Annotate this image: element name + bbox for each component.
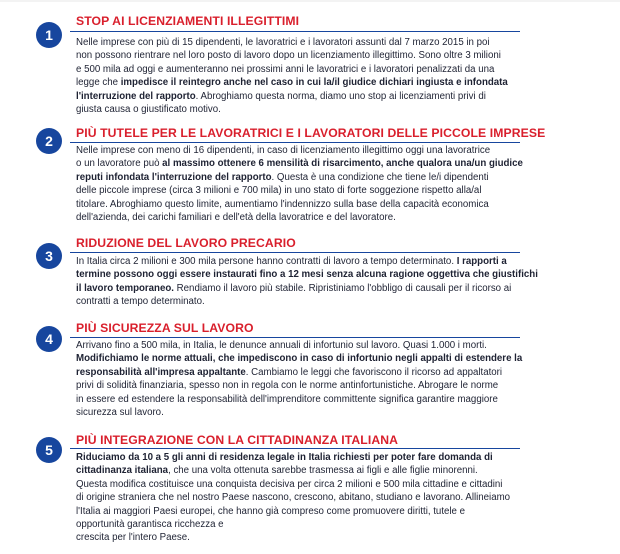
title-rule <box>70 31 520 32</box>
item-number: 2 <box>45 133 53 149</box>
body-line <box>76 282 546 295</box>
bold-text: impedisce il reintegro anche nel caso in cui la/il giudice dichiari ingiusta e infondata <box>120 77 508 89</box>
text: Arrivano fino a 500 mila, in Italia, le denunce annuali di infortunio sul lavoro. Quasi 1.000 i morti. <box>76 340 487 351</box>
text: privi di solidità finanziaria, spesso non in regola con le norme antinfortunistiche. Abrogare le norme <box>76 380 499 392</box>
body-line <box>76 295 546 308</box>
top-edge <box>0 0 620 2</box>
text: delle piccole imprese (circa 3 milioni e 700 mila) in uno stato di forte soggezione rispetto alla/al <box>76 185 482 197</box>
text: contratti a tempo determinato. <box>76 296 205 308</box>
text: crescita per l'intero Paese. <box>76 532 190 544</box>
body-line <box>76 406 546 419</box>
body-line <box>76 339 546 352</box>
bold-text: al massimo ottenere 6 mensilità di risarcimento, anche qualora una/un giudice <box>162 158 523 170</box>
text: Nelle imprese con più di 15 dipendenti, le lavoratrici e i lavoratori assunti dal 7 marzo 2015 in poi <box>76 37 490 48</box>
body-line <box>76 518 546 531</box>
text: . Cambiamo le leggi che favoriscono il ricorso ad appaltatori <box>245 366 503 378</box>
item-body <box>76 144 546 224</box>
text: di origine straniera che nel nostro Paese nascono, crescono, abitano, studiano e lavorano. Allineiamo <box>76 492 511 504</box>
bold-text: termine possono oggi essere instaurati fino a 12 mesi senza alcuna ragione oggettiva che giustifichi <box>76 269 538 281</box>
body-line <box>76 49 546 62</box>
body-line <box>76 352 546 365</box>
text: Rendiamo il lavoro più stabile. Ripristiniamo l'obbligo di causali per il ricorso ai <box>173 282 512 294</box>
body-line <box>76 478 546 491</box>
text: . Abroghiamo questa norma, diamo uno stop ai licenziamenti privi di <box>195 90 486 102</box>
number-badge <box>36 128 62 154</box>
body-line <box>76 255 546 268</box>
text: In Italia circa 2 milioni e 300 mila persone hanno contratti di lavoro a tempo determinato. <box>76 256 457 267</box>
item-title: PIÙ SICUREZZA SUL LAVORO <box>76 321 254 335</box>
body-line <box>76 211 546 224</box>
number-badge <box>36 22 62 48</box>
body-line <box>76 157 546 170</box>
body-line <box>76 144 546 157</box>
title-rule <box>70 142 520 143</box>
text: o un lavoratore può <box>76 158 163 170</box>
body-line <box>76 491 546 504</box>
text: titolare. Abroghiamo questo limite, aumentiamo l'indennizzo sulla base della capacità economica <box>76 198 489 210</box>
bold-text: il lavoro temporaneo. <box>76 282 174 294</box>
text: sicurezza sul lavoro. <box>76 407 164 419</box>
bold-text: l'interruzione del rapporto <box>76 90 196 102</box>
text: legge che <box>76 77 121 89</box>
text: l'Italia ai maggiori Paesi europei, che hanno già compreso come promuovere diritti, tutele e <box>76 505 466 517</box>
body-line <box>76 171 546 184</box>
title-rule <box>70 448 520 449</box>
number-badge <box>36 243 62 269</box>
text: Questa modifica costituisce una conquista decisiva per circa 2 milioni e 500 mila cittadine e cittadini <box>76 478 503 490</box>
bold-text: Modifichiamo le norme attuali, che impediscono in caso di infortunio negli appalti di estendere la <box>76 353 523 365</box>
body-line <box>76 505 546 518</box>
text: giusta causa o giustificato motivo. <box>76 104 221 116</box>
item-title: PIÙ INTEGRAZIONE CON LA CITTADINANZA ITALIANA <box>76 433 399 447</box>
body-line <box>76 198 546 211</box>
body-line <box>76 268 546 281</box>
text: opportunità garantisca ricchezza e <box>76 519 224 531</box>
item-body <box>76 451 546 545</box>
number-badge <box>36 437 62 463</box>
body-line <box>76 184 546 197</box>
bold-text: I rapporti a <box>456 256 507 267</box>
bold-text: responsabilità all'impresa appaltante <box>76 366 246 378</box>
text: non possono rientrare nel loro posto di lavoro dopo un licenziamento illegittimo. Sono oltre 3 milioni <box>76 50 501 62</box>
item-title: STOP AI LICENZIAMENTI ILLEGITTIMI <box>76 14 300 28</box>
number-badge <box>36 326 62 352</box>
body-line <box>76 366 546 379</box>
bold-text: Riduciamo da 10 a 5 gli anni di residenza legale in Italia richiesti per poter fare domanda di <box>76 452 493 463</box>
text: dell'azienda, dei carichi familiari e dell'età della lavoratrice e del lavoratore. <box>76 212 396 224</box>
item-number: 5 <box>45 442 53 458</box>
body-line <box>76 379 546 392</box>
item-number: 1 <box>45 27 53 43</box>
title-rule <box>70 337 520 338</box>
body-line <box>76 464 546 477</box>
bold-text: reputi infondata l'interruzione del rapporto <box>76 171 272 183</box>
item-body <box>76 339 546 419</box>
body-line <box>76 63 546 76</box>
text: . Questa è una condizione che tiene le/i dipendenti <box>271 171 489 183</box>
body-line <box>76 90 546 103</box>
text: e 500 mila ad oggi e aumenteranno nei prossimi anni le lavoratrici e i lavoratori penalizzati da una <box>76 63 495 75</box>
text: Nelle imprese con meno di 16 dipendenti, in caso di licenziamento illegittimo oggi una lavoratrice <box>76 145 491 156</box>
body-line <box>76 393 546 406</box>
text: , che una volta ottenuta sarebbe trasmessa ai figli e alle figlie minorenni. <box>168 465 478 477</box>
body-line <box>76 531 546 544</box>
item-title: PIÙ TUTELE PER LE LAVORATRICI E I LAVORATORI DELLE PICCOLE IMPRESE <box>76 126 546 140</box>
body-line <box>76 451 546 464</box>
item-number: 3 <box>45 248 53 264</box>
bold-text: cittadinanza italiana <box>76 465 169 477</box>
body-line <box>76 76 546 89</box>
body-line <box>76 36 546 49</box>
body-line <box>76 103 546 116</box>
item-body <box>76 36 546 116</box>
item-title: RIDUZIONE DEL LAVORO PRECARIO <box>76 236 296 250</box>
item-number: 4 <box>45 331 53 347</box>
title-rule <box>70 252 520 253</box>
item-body <box>76 255 546 309</box>
text: in essere ed estendere la responsabilità dell'imprenditore committente significa garantire maggiore <box>76 393 498 405</box>
